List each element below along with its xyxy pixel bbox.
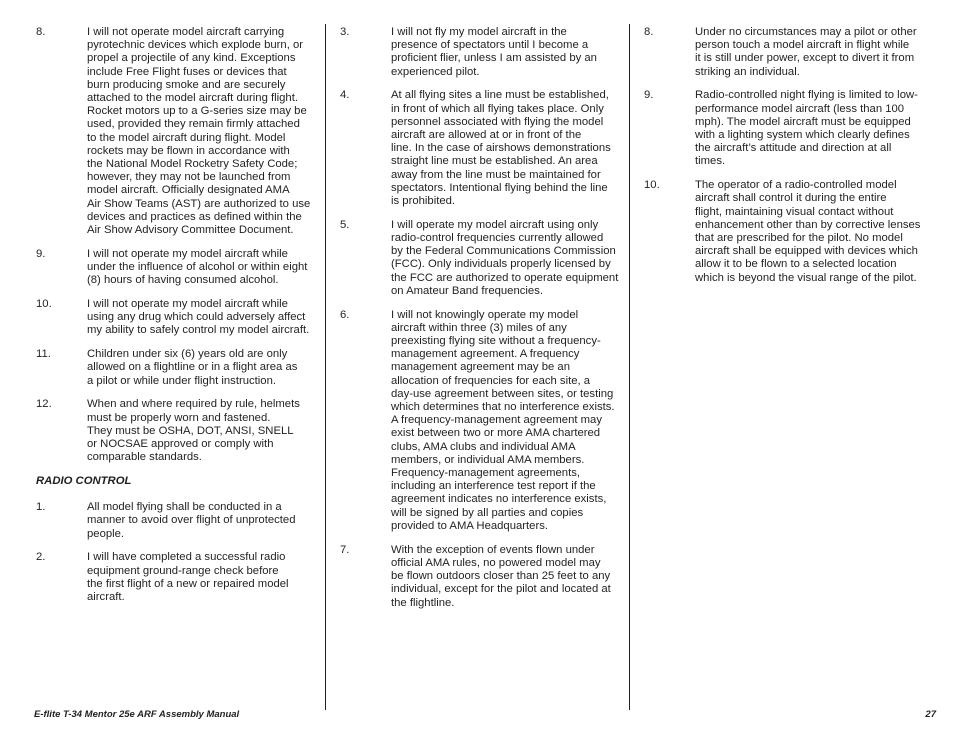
column-2 bbox=[340, 26, 626, 620]
text-line: my ability to safely control my model aircraft. bbox=[87, 324, 310, 337]
text-line: All model flying shall be conducted in a bbox=[87, 501, 282, 514]
text-line: by the Federal Communications Commission bbox=[391, 245, 616, 258]
text-line: using any drug which could adversely affect bbox=[87, 311, 306, 324]
text-line: the aircraft’s attitude and direction at all bbox=[695, 142, 892, 155]
item-number: 10. bbox=[36, 298, 52, 311]
text-line: which is beyond the visual range of the pilot. bbox=[695, 271, 917, 284]
text-line: clubs, AMA clubs and individual AMA bbox=[391, 440, 576, 453]
text-line: I will not operate model aircraft carrying bbox=[87, 26, 285, 38]
text-line: radio-control frequencies currently allowed bbox=[391, 232, 604, 245]
text-line: propel a projectile of any kind. Exceptions bbox=[87, 52, 296, 65]
text-line: exist between two or more AMA chartered bbox=[391, 427, 601, 440]
item-number: 7. bbox=[340, 543, 350, 556]
text-line: or NOCSAE approved or comply with bbox=[87, 438, 274, 451]
text-line: the first flight of a new or repaired model bbox=[87, 577, 289, 590]
item-number: 10. bbox=[644, 179, 660, 192]
text-line: aircraft are allowed at or in front of the bbox=[391, 129, 582, 142]
rule-item bbox=[36, 248, 322, 288]
text-line: members, or individual AMA members. bbox=[391, 453, 585, 466]
text-line: I will not operate my model aircraft while bbox=[87, 298, 288, 311]
item-text bbox=[391, 89, 626, 208]
text-line: Air Show Advisory Committee Document. bbox=[87, 224, 294, 237]
text-line: line. In the case of airshows demonstrations bbox=[391, 142, 611, 155]
text-line: be flown outdoors closer than 25 feet to any bbox=[391, 570, 611, 583]
text-line: They must be OSHA, DOT, ANSI, SNELL bbox=[87, 424, 294, 437]
text-line: must be properly worn and fastened. bbox=[87, 411, 271, 424]
text-line: include Free Flight fuses or devices that bbox=[87, 65, 287, 78]
text-line: people. bbox=[87, 527, 125, 540]
text-line: times. bbox=[695, 155, 726, 168]
text-line: proficient flier, unless I am assisted by an bbox=[391, 52, 597, 65]
text-line: with a lighting system which clearly defines bbox=[695, 129, 910, 142]
rule-item bbox=[36, 348, 322, 388]
item-text bbox=[391, 544, 626, 610]
column-divider bbox=[629, 24, 630, 710]
item-text bbox=[87, 398, 322, 464]
text-line: (8) hours of having consumed alcohol. bbox=[87, 274, 279, 287]
item-number: 8. bbox=[36, 26, 46, 38]
text-line: A frequency-management agreement may bbox=[391, 414, 602, 427]
column-divider bbox=[325, 24, 326, 710]
text-line: spectators. Intentional flying behind the line bbox=[391, 181, 608, 194]
item-text bbox=[391, 309, 626, 533]
item-text bbox=[87, 551, 322, 604]
item-number: 9. bbox=[36, 247, 46, 260]
text-line: Radio-controlled night flying is limited to low- bbox=[695, 89, 918, 102]
text-line: burn producing smoke and are securely bbox=[87, 78, 286, 91]
text-line: the National Model Rocketry Safety Code; bbox=[87, 158, 298, 171]
text-line: in front of which all flying takes place. Only bbox=[391, 102, 604, 115]
text-line: comparable standards. bbox=[87, 451, 202, 464]
text-line: official AMA rules, no powered model may bbox=[391, 556, 601, 569]
item-number: 6. bbox=[340, 308, 350, 321]
text-line: individual, except for the pilot and located at bbox=[391, 583, 611, 596]
item-number: 9. bbox=[644, 89, 654, 102]
item-text bbox=[87, 501, 322, 541]
text-line: I will have completed a successful radio bbox=[87, 551, 286, 564]
rule-item bbox=[36, 501, 322, 541]
text-line: Under no circumstances may a pilot or other bbox=[695, 26, 917, 38]
rule-item bbox=[340, 544, 626, 610]
rule-item bbox=[36, 551, 322, 604]
rule-item bbox=[644, 89, 930, 168]
text-line: The operator of a radio-controlled model bbox=[695, 179, 897, 192]
rule-item bbox=[340, 309, 626, 533]
text-line: management agreement may be an bbox=[391, 361, 570, 374]
rule-item bbox=[340, 26, 626, 79]
item-text bbox=[695, 179, 930, 285]
section-heading: RADIO CONTROL bbox=[36, 475, 132, 488]
text-line: Air Show Teams (AST) are authorized to use bbox=[87, 197, 311, 210]
rule-item bbox=[36, 398, 322, 464]
page-number: 27 bbox=[925, 709, 936, 720]
text-line: to the model aircraft during flight. Model bbox=[87, 131, 286, 144]
text-line: Children under six (6) years old are only bbox=[87, 348, 288, 361]
item-number: 1. bbox=[36, 501, 46, 514]
text-line: performance model aircraft (less than 100 bbox=[695, 102, 905, 115]
text-line: person touch a model aircraft in flight while bbox=[695, 39, 910, 52]
item-number: 12. bbox=[36, 398, 52, 411]
text-line: on Amateur Band frequencies. bbox=[391, 284, 543, 297]
text-line: devices and practices as defined within the bbox=[87, 210, 302, 223]
text-line: allow it to be flown to a selected location bbox=[695, 258, 897, 271]
rule-item bbox=[36, 298, 322, 338]
text-line: away from the line must be maintained for bbox=[391, 168, 601, 181]
text-line: which determines that no interference exists. bbox=[391, 401, 615, 414]
text-line: model aircraft. Officially designated AMA bbox=[87, 184, 290, 197]
text-line: it is still under power, except to divert it from bbox=[695, 52, 915, 65]
text-line: aircraft shall control it during the entire bbox=[695, 192, 887, 205]
text-line: Rocket motors up to a G-series size may be bbox=[87, 105, 307, 118]
text-line: provided to AMA Headquarters. bbox=[391, 519, 548, 532]
text-line: I will not knowingly operate my model bbox=[391, 308, 579, 321]
text-line: With the exception of events flown under bbox=[391, 543, 595, 556]
text-line: under the influence of alcohol or within eight bbox=[87, 261, 308, 274]
text-line: personnel associated with flying the model bbox=[391, 115, 604, 128]
text-line: including an interference test report if the bbox=[391, 480, 596, 493]
text-line: presence of spectators until I become a bbox=[391, 39, 589, 52]
text-line: management agreement. A frequency bbox=[391, 348, 580, 361]
text-line: aircraft within three (3) miles of any bbox=[391, 321, 567, 334]
text-line: rockets may be flown in accordance with bbox=[87, 144, 290, 157]
text-line: When and where required by rule, helmets bbox=[87, 398, 300, 411]
text-line: I will operate my model aircraft using only bbox=[391, 218, 599, 231]
item-number: 2. bbox=[36, 551, 46, 564]
text-line: aircraft shall be equipped with devices which bbox=[695, 245, 918, 258]
text-line: flight, maintaining visual contact without bbox=[695, 205, 894, 218]
text-line: a pilot or while under flight instruction. bbox=[87, 374, 277, 387]
text-line: agreement indicates no interference exists, bbox=[391, 493, 607, 506]
text-line: allocation of frequencies for each site, a bbox=[391, 374, 591, 387]
text-line: At all flying sites a line must be established, bbox=[391, 89, 609, 102]
text-line: will be signed by all parties and copies bbox=[391, 506, 584, 519]
rule-item bbox=[340, 89, 626, 208]
text-line: manner to avoid over flight of unprotected bbox=[87, 514, 296, 527]
rule-item bbox=[644, 26, 930, 79]
text-line: Frequency-management agreements, bbox=[391, 467, 581, 480]
item-text bbox=[391, 219, 626, 298]
text-line: pyrotechnic devices which explode burn, or bbox=[87, 39, 304, 52]
text-line: mph). The model aircraft must be equipped bbox=[695, 115, 911, 128]
text-line: experienced pilot. bbox=[391, 65, 480, 78]
item-text bbox=[391, 26, 626, 79]
text-line: that are prescribed for the pilot. No model bbox=[695, 232, 903, 245]
item-number: 3. bbox=[340, 26, 350, 38]
text-line: preexisting flying site without a frequency- bbox=[391, 335, 601, 348]
column-3 bbox=[644, 26, 930, 295]
text-line: equipment ground-range check before bbox=[87, 564, 279, 577]
item-number: 5. bbox=[340, 218, 350, 231]
text-line: the FCC are authorized to operate equipment bbox=[391, 271, 619, 284]
item-number: 11. bbox=[36, 348, 51, 361]
text-line: the flightline. bbox=[391, 596, 455, 609]
rule-item bbox=[36, 26, 322, 237]
manual-title: E-flite T-34 Mentor 25e ARF Assembly Manual bbox=[34, 709, 240, 720]
text-line: day-use agreement between sites, or testing bbox=[391, 387, 614, 400]
text-line: striking an individual. bbox=[695, 65, 800, 78]
column-1 bbox=[36, 26, 322, 615]
text-line: is prohibited. bbox=[391, 195, 456, 208]
item-text bbox=[87, 298, 322, 338]
rule-item bbox=[340, 219, 626, 298]
text-line: straight line must be established. An area bbox=[391, 155, 598, 168]
text-line: (FCC). Only individuals properly licensed by bbox=[391, 258, 611, 271]
text-line: attached to the model aircraft during flight. bbox=[87, 92, 298, 105]
item-text bbox=[695, 26, 930, 79]
text-line: I will not fly my model aircraft in the bbox=[391, 26, 567, 38]
item-number: 8. bbox=[644, 26, 654, 38]
item-text bbox=[87, 248, 322, 288]
text-line: enhancement other than by corrective lenses bbox=[695, 218, 921, 231]
text-line: used, provided they remain firmly attached bbox=[87, 118, 300, 131]
text-line: allowed on a flightline or in a flight area as bbox=[87, 361, 298, 374]
item-number: 4. bbox=[340, 89, 350, 102]
text-line: aircraft. bbox=[87, 591, 125, 604]
item-text bbox=[87, 26, 322, 237]
item-text bbox=[695, 89, 930, 168]
rule-item bbox=[644, 179, 930, 285]
text-line: I will not operate my model aircraft while bbox=[87, 247, 288, 260]
text-line: however, they may not be launched from bbox=[87, 171, 291, 184]
item-text bbox=[87, 348, 322, 388]
